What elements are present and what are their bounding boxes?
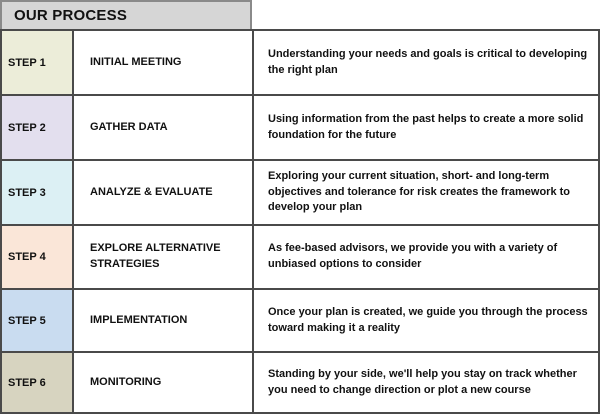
process-row-step-6 xyxy=(2,351,598,412)
process-row-step-2 xyxy=(2,94,598,159)
step-label-cell: STEP 3 xyxy=(2,161,74,224)
process-row-step-1 xyxy=(2,31,598,94)
step-description-cell: Standing by your side, we'll help you stay on track whether you need to change direction or plot a new course xyxy=(268,367,577,396)
step-name-cell: EXPLORE ALTERNATIVE STRATEGIES xyxy=(74,226,254,288)
process-table xyxy=(0,29,600,414)
step-description-cell: Using information from the past helps to create a more solid foundation for the future xyxy=(268,112,584,141)
step-label-cell: STEP 1 xyxy=(2,31,74,94)
page-title: OUR PROCESS xyxy=(14,7,128,24)
step-description-cell: As fee-based advisors, we provide you with a variety of unbiased options to consider xyxy=(268,242,558,270)
step-label-cell: STEP 5 xyxy=(2,290,74,351)
step-description-cell: Once your plan is created, we guide you through the process toward making it a reality xyxy=(268,305,588,334)
step-label-cell: STEP 4 xyxy=(2,226,74,288)
step-name-cell: ANALYZE & EVALUATE xyxy=(74,161,254,224)
step-label-cell: STEP 6 xyxy=(2,353,74,412)
process-row-step-4 xyxy=(2,224,598,288)
process-row-step-5 xyxy=(2,288,598,351)
step-name-cell: MONITORING xyxy=(74,353,254,412)
process-header-tab xyxy=(0,0,252,29)
step-name-cell: IMPLEMENTATION xyxy=(74,290,254,351)
process-row-step-3 xyxy=(2,159,598,224)
step-description-cell: Understanding your needs and goals is critical to developing the right plan xyxy=(268,47,588,76)
step-name-cell: GATHER DATA xyxy=(74,96,254,159)
step-label-cell: STEP 2 xyxy=(2,96,74,159)
step-description-cell: Exploring your current situation, short- and long-term objectives and tolerance for risk creates the framework to develop your plan xyxy=(268,169,571,214)
step-name-cell: INITIAL MEETING xyxy=(74,31,254,94)
